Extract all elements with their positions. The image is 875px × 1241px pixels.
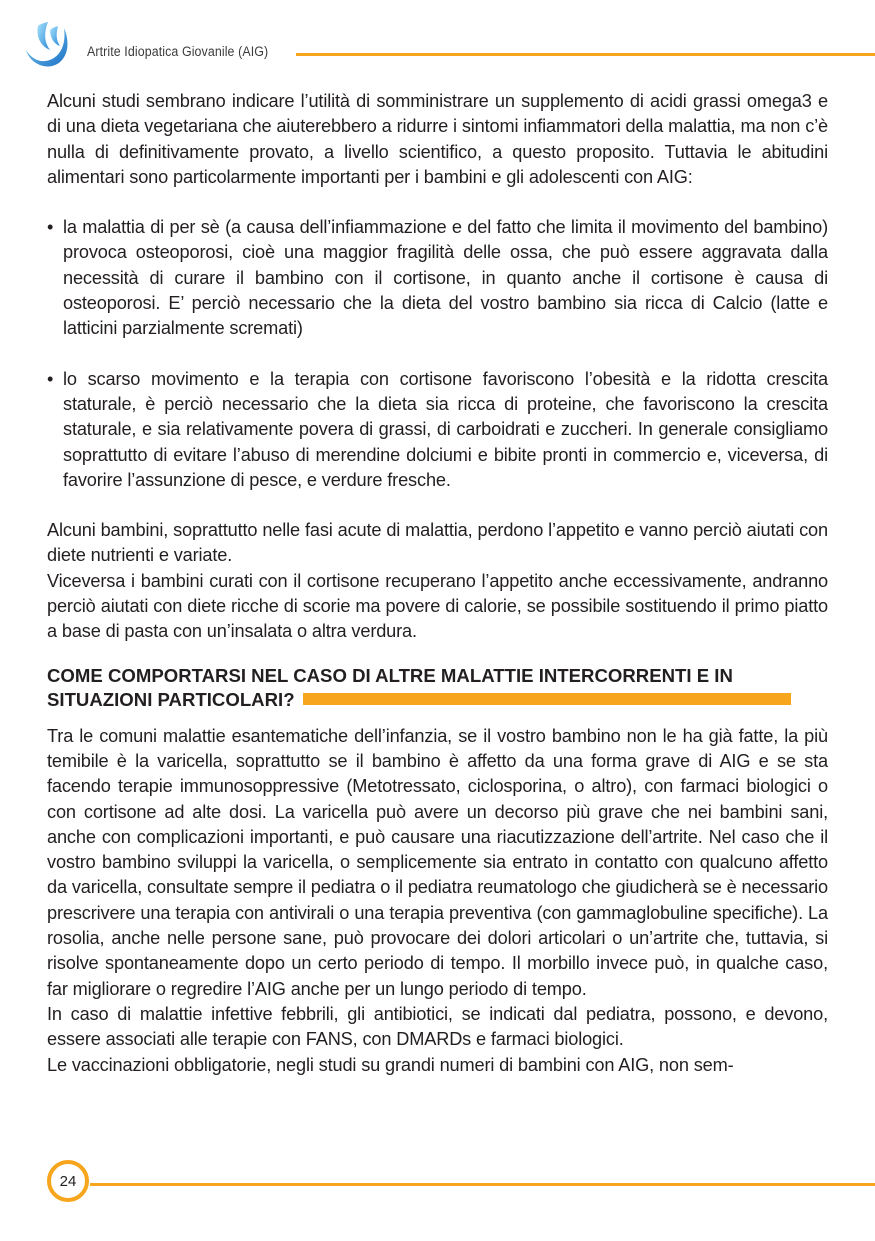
- section-heading-line2: SITUAZIONI PARTICOLARI?: [47, 688, 295, 710]
- intro-paragraph: Alcuni studi sembrano indicare l’utilità di somministrare un supplemento di acidi grassi omega3 e di una dieta vegetariana che aiuterebbero a ridurre i sintomi infiammatori della malattia, ma non c’è nulla di definitivamente provato, a livello scientifico, a questo proposito. Tuttavia le abitudini alimentari sono particolarmente importanti per i bambini e gli adolescenti con AIG:: [47, 91, 828, 187]
- page-header: [0, 0, 875, 80]
- infections-paragraph: In caso di malattie infettive febbrili, gli antibiotici, se indicati dal pediatra, possono, e devono, essere associati alle terapie con FANS, con DMARDs e farmaci biologici.: [47, 1003, 828, 1050]
- running-header-title: Artrite Idiopatica Giovanile (AIG): [87, 44, 269, 59]
- bullet-icon: •: [47, 368, 54, 389]
- bullet-text-obesity: lo scarso movimento e la terapia con cortisone favoriscono l’obesità e la ridotta crescita staturale, è perciò necessario che la dieta sia ricca di proteine, che favoriscono la crescita staturale, e sia relativamente povera di grassi, di carboidrati e zuccheri. In generale consigliamo soprattutto di evitare l’abuso di merendine dolciumi e bibite pronti in commercio e, viceversa, di favorire l’assunzione di pesce, e verdure fresche.: [63, 368, 828, 490]
- page-number-badge: [47, 1160, 89, 1202]
- footer-rule: [90, 1183, 875, 1186]
- appetite-paragraph: Alcuni bambini, soprattutto nelle fasi acute di malattia, perdono l’appetito e vanno perciò aiutati con diete nutrienti e variate.: [47, 520, 828, 566]
- blue-wave-logo: [22, 20, 72, 72]
- section-heading: [47, 664, 828, 712]
- vaccines-paragraph: Le vaccinazioni obbligatorie, negli studi su grandi numeri di bambini con AIG, non sem-: [47, 1054, 734, 1075]
- section-heading-line1: COME COMPORTARSI NEL CASO DI ALTRE MALATTIE INTERCORRENTI E IN: [47, 664, 733, 686]
- page-number: 24: [59, 1172, 77, 1190]
- bullet-icon: •: [47, 217, 54, 238]
- header-rule: [296, 53, 875, 56]
- list-item: [47, 367, 828, 493]
- bullet-text-osteoporosis: la malattia di per sè (a causa dell’infiammazione e del fatto che limita il movimento del bambino) provoca osteoporosi, cioè una maggior fragilità delle ossa, che può essere aggravata dalla necessità di curare il bambino con il cortisone, in quanto anche il cortisone è causa di osteoporosi. E’ perciò necessario che la dieta del vostro bambino sia ricca di Calcio (latte e latticini parzialmente scremati): [63, 217, 828, 339]
- list-item: [47, 215, 828, 341]
- page-content: [47, 89, 828, 1078]
- heading-accent-bar: [303, 693, 791, 705]
- varicella-paragraph: Tra le comuni malattie esantematiche dell’infanzia, se il vostro bambino non le ha già fatte, la più temibile è la varicella, soprattutto se il bambino è affetto da una forma grave di AIG e se sta facendo terapie immunosoppressive (Metotressato, ciclosporina, o altro), con farmaci biologici o con cortisone ad alte dosi. La varicella può avere un decorso più grave che nei bambini sani, anche con complicazioni importanti, e può causare una riacutizzazione dell’artrite. Nel caso che il vostro bambino sviluppi la varicella, o semplicemente sia entrato in contatto con qualcuno affetto da varicella, consultate sempre il pediatra o il pediatra reumatologo che giudicherà se è necessario prescrivere una terapia con antivirali o una terapia preventiva (con gammaglobuline specifiche). La rosolia, anche nelle persone sane, può provocare dei dolori articolari o un’artrite che, tuttavia, si risolve spontaneamente dopo un certo periodo di tempo. Il morbillo invece può, in qualche caso, far migliorare o regredire l’AIG anche per un lungo periodo di tempo.: [47, 725, 828, 999]
- cortisone-diet-paragraph: Viceversa i bambini curati con il cortisone recuperano l’appetito anche eccessivamente, andranno perciò aiutati con diete ricche di scorie ma povere di calorie, se possibile sostituendo il primo piatto a base di pasta con un’insalata o altra verdura.: [47, 570, 828, 642]
